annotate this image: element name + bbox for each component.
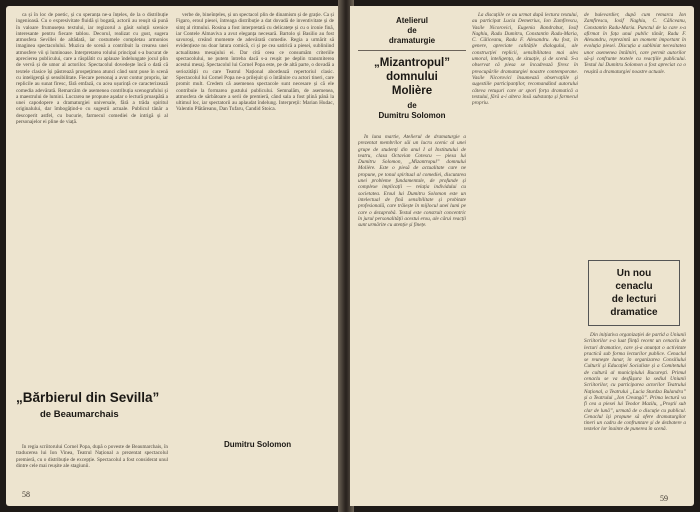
right-column-3-top <box>584 12 686 256</box>
box-title-line1: Un nou <box>616 268 652 279</box>
left-lead-column <box>16 444 168 484</box>
left-signature: Dumitru Solomon <box>224 440 292 449</box>
right-page <box>350 6 694 506</box>
main-title-line4: de <box>407 101 417 110</box>
left-column-2 <box>176 12 334 432</box>
right-column-1 <box>358 134 466 492</box>
section-label <box>358 16 466 46</box>
left-column-1 <box>16 12 168 386</box>
right-page-number: 59 <box>660 494 668 503</box>
section-label-line1: Atelierul <box>395 16 428 25</box>
right-col2-text: La discuțiile ce au urmat după lectura textului, au participat Lucia Demetrius, Ion Zamfirescu, Vasile Nicorovici, Eugenia Bandrabur, Iosif Naghiu, Radu Dumitru, Constantin Radu-Maria, C. Căliceanu, Radu F. Alexandru. Au fost, în genere, apreciate calitățile dialogului, ale construcției replicii, sensibilitatea mai ales umoral, inteligența, de situație, și de scenă. S-a observat că piesa se încadrează firesc în preocupările dramaturgiei noastre contemporane. Vasile Nicorovici însumează observațiile și sugestiile participanților, recomandând autorului câteva retușuri care ar spori forța dramatică a textului, fără a-i altera însă substanța și farmecul propriu. <box>472 12 578 107</box>
left-col2-text: verbe de, bineînțeles, și un spectacol plin de dinamism și de grație. Ca și Figaro, eroul piesei, întreaga distribuție a dat dovadă de inventivitate și de simț al ritmului. Rosina a fost interpretată cu delicatețe și cu o ironie fină, iar Contele Almaviva a avut eleganța necesară. Bartolo și Basilio au fost savuroși, creând momente de adevărată comedie. Regia a urmărit să evidențieze nu doar latura comică, ci și pe cea satirică a piesei, subliniind actualitatea mesajului ei. Dar cită ceea ce consumăm criteriile spectacolului, ne putem întreba dacă s-a reușit pe deplin transmiterea acestui mesaj. Spectacolul lui Cornel Popa este, pe de altă parte, o dovadă a seriozității cu care Teatrul Național abordează repertoriul clasic. Spectacolul lui Cornel Popa ne-a prilejuit și o întâlnire cu actori tineri, care promit mult. Credem că asemenea spectacole sunt necesare și că ele contribuie la formarea gustului publicului. Semnalăm, de asemenea, atmosfera de sărbătoare a serii de premieră, când sala a fost plină până la ultimul loc, iar spectatorii au aplaudat îndelung. Interpreții: Marian Hudac, Valentin Plătăreanu, Dan Tufaru, Candid Stoica. <box>176 12 334 113</box>
section-label-line2: de <box>407 26 417 35</box>
box-title-line3: de lecturi <box>611 294 657 305</box>
right-col3-bottom-text: Din inițiativa organizației de partid a Uniunii Scriitorilor s-a luat ființă recent un cenaclu de lecturi dramatice, care și-a anunțat o activitate practică sub forma lecturilor publice. Cenaclul se reunește lunar, în organizarea Consiliului Culturii și Educației Socialiste și a Comitetului de cultură al municipiului București. Primul cenaclu se va desfășura la sediul Uniunii Scriitorilor, cu participarea actorilor Teatrului Național, a Teatrului „Lucia Sturdza Bulandra” și a Teatrului „Ion Creangă”. Prima lectură va fi cea a piesei lui Teodor Mazilu, „Proștii sub clar de lună”, urmată de o discuție cu publicul. Cenaclul își propune să ofere dramaturgilor tineri un cadru de confruntare și de dezbatere a textelor lor înainte de punerea în scenă. <box>584 332 686 433</box>
right-column-2 <box>472 12 578 492</box>
right-col1-text: În luna martie, Atelierul de dramaturgie a prezentat membrilor săi un lucru scenic al unei grupe de studenți din anul I al Institutului de teatru, clasa Octavian Cotescu — piesa lui Dumitru Solomon, „Mizantropul” domnului Molière. Este o piesă de actualitate care ne propune, pe tonul spiritual al comediei, discutarea unei probleme fundamentale, de profunde și complexe implicații — relația individului cu societatea. Eroul lui Dumitru Solomon este un intelectual de fină sensibilitate și probitate profesională, care trăiește în mijlocul unei lumi pe care o dezaprobă. Textul este construit concentric în jurul personalității acestui erou, ale cărui reacții sunt urmărite cu atenție și finețe. <box>358 134 466 229</box>
left-col1-text: ca și în loc de poetic, și cu speranța ne-a înțeles, de la o distribuție ingenioasă. Cu o expresivitate fluidă și bogată, actorii au reușit să pună în valoare frumusețea textului, iar regizorul a găsit soluții scenice interesante pentru fiecare tablou. Decorul, realizat cu gust, sugera atmosfera Sevillei de altădată, iar costumele completau armonios imaginea spectacolului. Muzica de scenă a contribuit la crearea unei atmosfere vii și luminoase. Interpretarea rolului principal s-a bucurat de aprecierea publicului, care a răsplătit cu aplauze îndelungate jocul plin de vervă și de umor al actorilor. Spectacolul dovedește încă o dată că textele clasice își păstrează prospețimea atunci când sunt puse în scenă cu inteligență și sensibilitate. Fiecare personaj a avut contur propriu, iar replicile au sunat firesc, fără emfază, cu acea ușurință ce caracterizează comedia adevărată. Remarcăm de asemenea contribuția scenografului și a maestrului de lumini. Lucrarea ne propune așadar o lectură proaspătă a unei capodopere a dramaturgiei universale, fără a trăda spiritul originalului, dar îmbogățind-o cu sugestii actuale. Publicul tânăr a descoperit astfel, cu bucurie, farmecul comediei de intrigă și al personajelor ei pline de viață. <box>16 12 168 126</box>
main-title <box>358 56 466 121</box>
box-title-line2: cenaclu <box>615 281 653 292</box>
right-column-3-bottom <box>584 332 686 492</box>
left-article-subtitle: de Beaumarchais <box>40 409 119 420</box>
cenaclu-title-box <box>588 260 680 326</box>
box-title-line4: dramatice <box>610 307 658 318</box>
left-article-title-block <box>16 390 168 440</box>
left-lead-text: În regia scriitorului Cornel Popa, după o poveste de Beaumarchais, în traducerea lui Ion Vinea, Teatrul Național a prezentat spectacolul premieră, cu o distribuție de excepție. Spectacolul a fost considerat unul dintre cele mai reușite ale stagiunii. <box>16 444 168 469</box>
title-rule-top <box>358 50 466 51</box>
main-title-line1: „Mizantropul” <box>373 57 451 69</box>
main-title-line3: Molière <box>391 85 433 97</box>
section-label-line3: dramaturgie <box>388 36 436 45</box>
left-page-number: 58 <box>22 490 30 499</box>
left-article-title: „Bărbierul din Sevilla” <box>16 390 160 405</box>
main-title-author: Dumitru Solomon <box>378 111 446 120</box>
right-col3-text: de bulevardier, după cum remarca Ion Zamfirescu, Iosif Naghiu, C. Căliceanu, Constantin Radu-Maria. Punctul de la care s-a afirmat în fața unui public tânăr, Radu F. Alexandru, reprezintă un moment important în evoluția piesei. Discuția a subliniat necesitatea unor asemenea întâlniri, care permit autorilor să-și confrunte textele cu reacțiile publicului. Textul lui Dumitru Solomon a fost apreciat ca o reușită a dramaturgiei noastre actuale. <box>584 12 686 75</box>
main-title-line2: domnului <box>386 71 438 83</box>
left-page <box>6 6 342 506</box>
